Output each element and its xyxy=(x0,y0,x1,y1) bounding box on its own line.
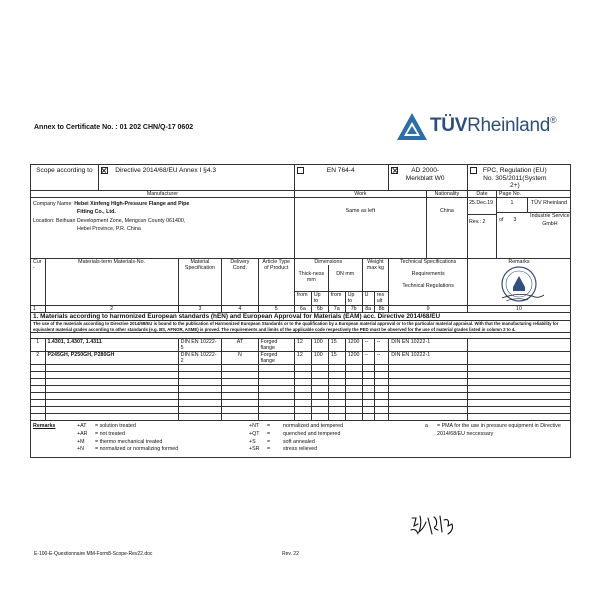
work-header: Work xyxy=(294,190,426,197)
table-row: 1 1.4301, 1.4307, 1.4311 DIN EN 10222-5 AT Forged flange 12 100 15 1200 -- -- DIN EN 10222-1 xyxy=(31,339,571,352)
section-title-row xyxy=(31,312,571,320)
col-technical: Technical Specifications Requirements Technical Regulations xyxy=(389,258,468,305)
remarks-row xyxy=(31,421,571,458)
manufacturer-info-row xyxy=(31,197,571,258)
col-spec: Material Specification xyxy=(178,258,222,305)
table-row-empty xyxy=(31,379,571,386)
date-rev-cell xyxy=(467,197,496,258)
tuv-rheinland-logo xyxy=(396,112,566,142)
nationality-value: China xyxy=(426,197,467,258)
rev-value: Rev.: 2 xyxy=(468,218,486,225)
remarks-title: Remarks xyxy=(33,423,56,430)
remarks-right: a = PMA for the use in pressure equipment in Directive 2014/68/EU neccessary xyxy=(425,423,561,438)
page-cell xyxy=(497,197,571,258)
work-value: Same as left xyxy=(294,197,426,258)
section-notice-row xyxy=(31,321,571,333)
thick-from-header: from xyxy=(294,291,311,305)
annex-certificate-number: Annex to Certificate No. : 01 202 CHN/Q-17 0602 xyxy=(34,124,194,131)
dn-to-header: Up to xyxy=(345,291,362,305)
table-row-empty xyxy=(31,386,571,393)
checkbox-empty-icon[interactable] xyxy=(470,167,477,174)
nationality-header: Nationality xyxy=(426,190,467,197)
col-thickness: Thick-ness mm xyxy=(294,265,328,291)
scope-option-en764: EN 764-4 xyxy=(294,165,388,191)
table-row-empty xyxy=(31,372,571,379)
material-name: P245GH, P250GH, P280GH xyxy=(45,352,178,365)
footer-revision: Rev. 22 xyxy=(282,551,299,557)
remarks-left: +AT = solution treated +AR = not treated +M = thermo mechanical treated +N = normalized or normalizing formed xyxy=(77,423,179,453)
brand-name: TÜVRheinland® xyxy=(430,115,557,136)
table-row-empty xyxy=(31,414,571,421)
table-row-empty xyxy=(31,407,571,414)
dn-from-header: from xyxy=(328,291,345,305)
date-header: Date xyxy=(467,190,496,197)
scope-option-ad2000: AD 2000-Merkblatt W0 xyxy=(389,165,468,191)
checkbox-checked-icon[interactable] xyxy=(391,167,398,174)
section-title: 1. Materials according to harmonized European standards (hEN) and European Approval for Materials (EAM) acc. Directive 2014/68/EU xyxy=(31,312,571,320)
date-value: 25.Dec.19 xyxy=(468,198,496,215)
thick-to-header: Up to xyxy=(311,291,328,305)
col-weight: Weight max kg xyxy=(362,258,389,291)
manufacturer-header: Manufacturer xyxy=(31,190,295,197)
tuv-stamp-icon xyxy=(488,265,550,305)
section-notice: The use of the materials according to Directive 2014/68/EU is bound to the publication of Harmonized European Standards or to the qualification by a European material approval or to the particular material appraisal. With that the manufacturing reliability for equivalent material grades according to other standards (e.g. BS, AFNOR, ASME) is proved. The requirements and limits of the applicable code respectively the PED must be observed for the use of material grades listed in column 2 to 4. xyxy=(31,321,571,333)
column-number-row: 1 2 3 4 5 6a 6b 7a 7b 8a 8b 9 10 xyxy=(31,305,571,312)
table-row: 2 P245GH, P250GH, P280GH DIN EN 10222-2 N Forged flange 12 100 15 1200 -- -- DIN EN 10222-1 xyxy=(31,352,571,365)
page-of-label: of 3 xyxy=(499,216,517,223)
table-row-empty xyxy=(31,365,571,372)
col-materials: Materials-term Materials-No. xyxy=(45,258,178,305)
table-row-empty xyxy=(31,400,571,407)
col-delivery: Delivery Cond. xyxy=(222,258,258,305)
scope-form-table xyxy=(30,164,571,458)
weight-result-header: res ult xyxy=(374,291,389,305)
table-row-empty xyxy=(31,393,571,400)
col-dimensions: Dimensions xyxy=(294,258,362,265)
col-dn: DN mm xyxy=(328,265,362,291)
location: Beihuan Development Zone, Mengcun County 061400, xyxy=(55,217,186,224)
handwritten-signature xyxy=(408,512,488,538)
col-cur: Cur - xyxy=(31,258,46,305)
weight-u-header: U xyxy=(362,291,374,305)
issuer-form: GmbH xyxy=(542,220,558,227)
page-number: 1 xyxy=(497,198,528,212)
manufacturer-header-row xyxy=(31,190,571,197)
page-no-header: Page No. xyxy=(497,190,571,197)
tuv-triangle-icon xyxy=(396,112,428,142)
issuer-division: Industrie Service xyxy=(530,212,570,219)
scope-row xyxy=(31,165,571,191)
manufacturer-details: Company Name: Hebei Xinfeng High-Pressure Flange and Pipe Fitting Co., Ltd. Location: Beihuan Development Zone, Mengcun County 061400, Hebei Province, P.R. China xyxy=(31,197,295,258)
material-name: 1.4301, 1.4307, 1.4311 xyxy=(45,339,178,352)
checkbox-checked-icon[interactable] xyxy=(101,167,108,174)
col-article: Article Type of Product xyxy=(258,258,294,305)
col-remarks: Remarks xyxy=(467,258,570,305)
checkbox-empty-icon[interactable] xyxy=(297,167,304,174)
scope-option-directive: Directive 2014/68/EU Annex I §4.3 xyxy=(98,165,294,191)
company-name: Hebei Xinfeng High-Pressure Flange and Pipe xyxy=(74,200,190,207)
scope-label: Scope according to xyxy=(31,165,99,191)
scope-option-fpc: FPC, Regulation (EU) No. 305/2011(System 2+) xyxy=(467,165,570,191)
footer-document-name: E-100-E-Questionnaire MM-Form8-Scope-Rev22.doc xyxy=(34,551,153,557)
remarks-middle: +NT = normalized and tempered +QT = quenched and tempered +S = soft annealed +SR = stress relieved xyxy=(249,423,344,453)
issuer-name: TÜV Rheinland xyxy=(531,199,567,206)
column-header-row-1 xyxy=(31,258,571,265)
